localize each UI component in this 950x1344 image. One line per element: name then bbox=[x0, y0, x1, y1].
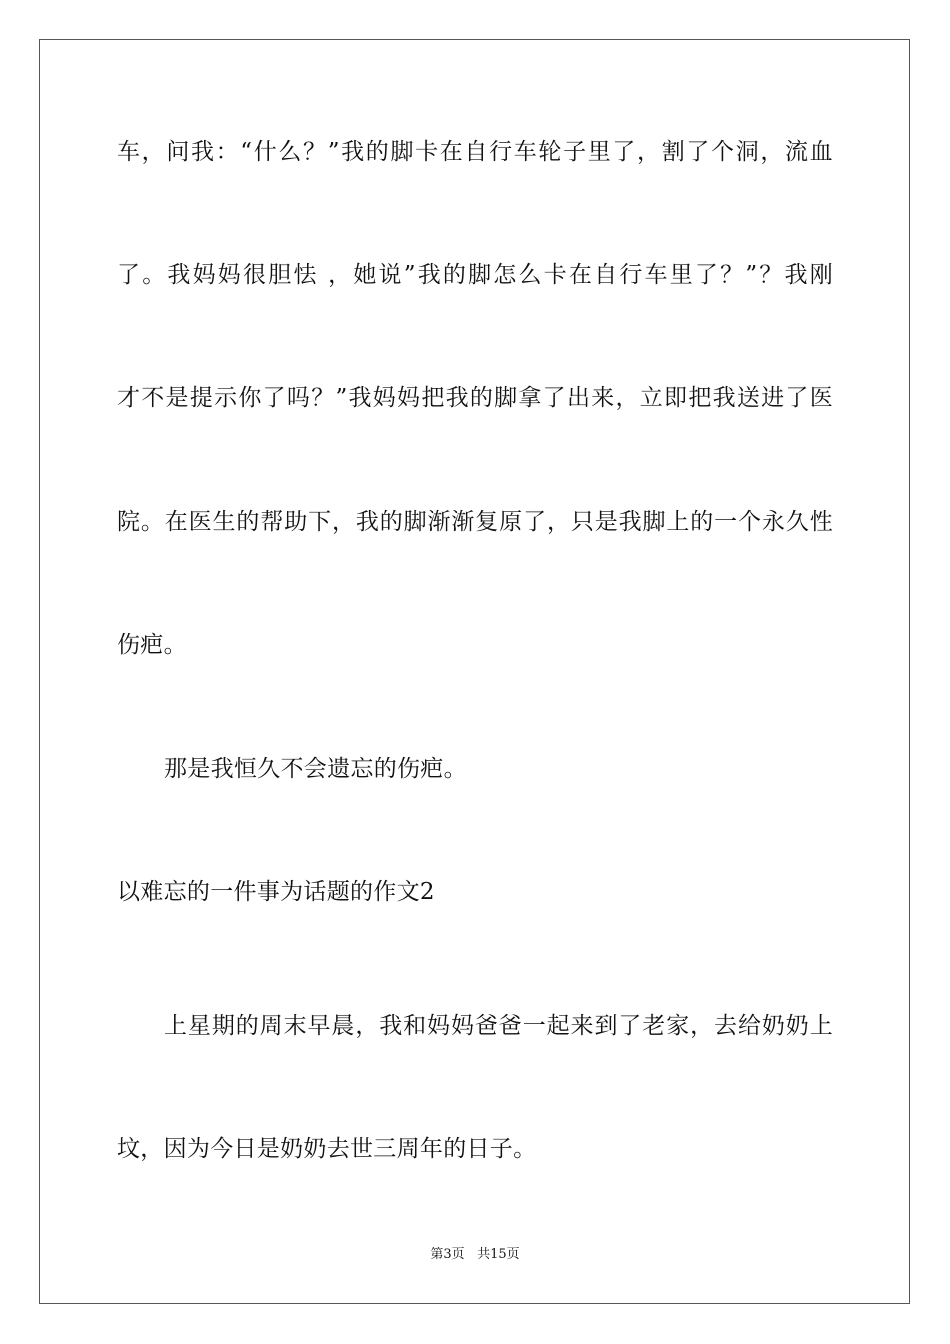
page-border bbox=[39, 39, 910, 1304]
text-line-6: 那是我恒久不会遗忘的伤疤。 bbox=[164, 756, 467, 782]
text-line-8: 上星期的周末早晨，我和妈妈爸爸一起来到了老家，去给奶奶上 bbox=[164, 1013, 833, 1039]
text-line-9: 坟，因为今日是奶奶去世三周年的日子。 bbox=[117, 1136, 537, 1162]
text-line-1: 车，问我：“什么？”我的脚卡在自行车轮子里了，割了个洞，流血 bbox=[117, 139, 833, 165]
text-line-2: 了。我妈妈很胆怯 ，她说”我的脚怎么卡在自行车里了？”？我刚 bbox=[117, 262, 833, 288]
section-heading: 以难忘的一件事为话题的作文2 bbox=[117, 879, 435, 905]
page-total: 共15页 bbox=[477, 1247, 520, 1262]
text-line-5: 伤疤。 bbox=[117, 632, 187, 658]
text-line-3: 才不是提示你了吗？”我妈妈把我的脚拿了出来，立即把我送进了医 bbox=[117, 385, 833, 411]
page-footer bbox=[0, 1246, 950, 1264]
text-line-4: 院。在医生的帮助下，我的脚渐渐复原了，只是我脚上的一个永久性 bbox=[117, 509, 833, 535]
page-number: 第3页 bbox=[430, 1247, 465, 1262]
